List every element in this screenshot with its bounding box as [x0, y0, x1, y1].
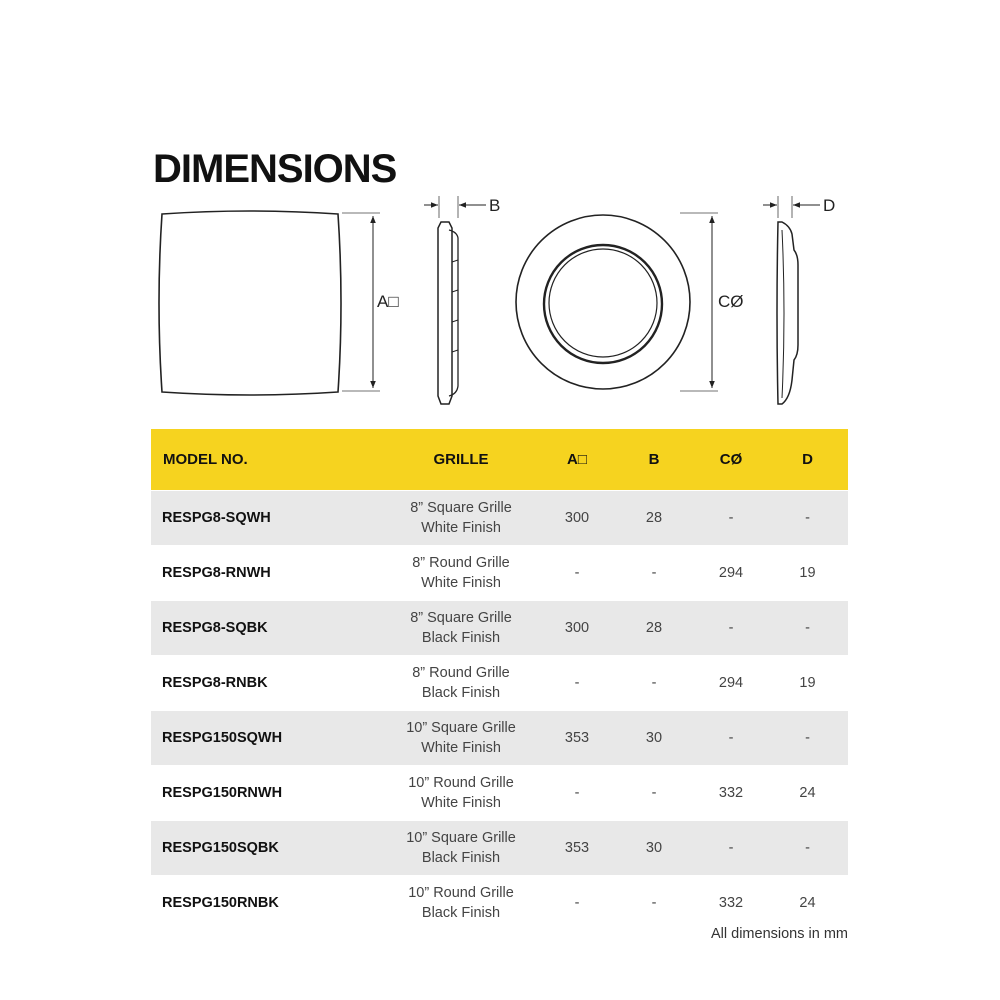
- grille-size: 8” Round Grille: [412, 555, 510, 571]
- grille-finish: White Finish: [421, 520, 501, 536]
- table-row: [151, 656, 848, 711]
- grille-finish: White Finish: [421, 795, 501, 811]
- model-cell: RESPG150SQWH: [151, 711, 381, 766]
- a-cell: 300: [541, 601, 613, 656]
- grille-size: 8” Round Grille: [412, 665, 510, 681]
- grille-size: 10” Square Grille: [406, 720, 516, 736]
- a-cell: 300: [541, 491, 613, 546]
- b-cell: -: [613, 546, 695, 601]
- d-cell: 19: [767, 546, 848, 601]
- header-b: B: [613, 429, 695, 491]
- header-c: CØ: [695, 429, 767, 491]
- a-cell: -: [541, 876, 613, 931]
- round-grille-side-view: [763, 196, 835, 404]
- page-title: DIMENSIONS: [153, 147, 397, 191]
- a-cell: -: [541, 546, 613, 601]
- grille-size: 10” Round Grille: [408, 885, 514, 901]
- grille-cell: [381, 821, 541, 876]
- b-cell: -: [613, 876, 695, 931]
- grille-cell: [381, 491, 541, 546]
- model-cell: RESPG150RNWH: [151, 766, 381, 821]
- b-cell: 30: [613, 821, 695, 876]
- a-cell: -: [541, 766, 613, 821]
- grille-size: 10” Round Grille: [408, 775, 514, 791]
- header-model: MODEL NO.: [151, 429, 381, 491]
- c-cell: 294: [695, 546, 767, 601]
- c-cell: 294: [695, 656, 767, 711]
- c-cell: -: [695, 491, 767, 546]
- b-cell: 30: [613, 711, 695, 766]
- header-grille: GRILLE: [381, 429, 541, 491]
- c-cell: -: [695, 601, 767, 656]
- grille-finish: Black Finish: [421, 685, 501, 701]
- model-cell: RESPG8-SQWH: [151, 491, 381, 546]
- table-row: [151, 546, 848, 601]
- dimensions-table: [151, 429, 848, 930]
- a-cell: 353: [541, 711, 613, 766]
- dimension-c-label: CØ: [718, 292, 744, 311]
- grille-size: 10” Square Grille: [406, 830, 516, 846]
- a-cell: -: [541, 656, 613, 711]
- table-row: [151, 766, 848, 821]
- d-cell: -: [767, 601, 848, 656]
- grille-finish: Black Finish: [421, 905, 501, 921]
- table-row: [151, 821, 848, 876]
- d-cell: 19: [767, 656, 848, 711]
- grille-cell: [381, 546, 541, 601]
- table-row: [151, 601, 848, 656]
- grille-finish: Black Finish: [421, 850, 501, 866]
- d-cell: 24: [767, 876, 848, 931]
- round-grille-front-view: [516, 213, 744, 391]
- header-d: D: [767, 429, 848, 491]
- grille-finish: White Finish: [421, 740, 501, 756]
- d-cell: -: [767, 491, 848, 546]
- table-header-row: [151, 429, 848, 491]
- c-cell: -: [695, 711, 767, 766]
- grille-finish: Black Finish: [421, 630, 501, 646]
- square-grille-front-view: [159, 211, 399, 395]
- model-cell: RESPG8-RNWH: [151, 546, 381, 601]
- grille-size: 8” Square Grille: [410, 610, 512, 626]
- model-cell: RESPG150RNBK: [151, 876, 381, 931]
- a-cell: 353: [541, 821, 613, 876]
- b-cell: -: [613, 656, 695, 711]
- table-row: [151, 876, 848, 931]
- square-grille-side-view: [424, 196, 500, 404]
- model-cell: RESPG8-SQBK: [151, 601, 381, 656]
- b-cell: -: [613, 766, 695, 821]
- grille-cell: [381, 601, 541, 656]
- d-cell: 24: [767, 766, 848, 821]
- table-row: [151, 711, 848, 766]
- units-footnote: All dimensions in mm: [711, 926, 848, 942]
- grille-cell: [381, 711, 541, 766]
- model-cell: RESPG150SQBK: [151, 821, 381, 876]
- c-cell: -: [695, 821, 767, 876]
- c-cell: 332: [695, 766, 767, 821]
- d-cell: -: [767, 711, 848, 766]
- grille-finish: White Finish: [421, 575, 501, 591]
- grille-size: 8” Square Grille: [410, 500, 512, 516]
- dimension-d-label: D: [823, 196, 836, 215]
- b-cell: 28: [613, 491, 695, 546]
- b-cell: 28: [613, 601, 695, 656]
- grille-cell: [381, 876, 541, 931]
- dimension-b-label: B: [489, 196, 501, 215]
- model-cell: RESPG8-RNBK: [151, 656, 381, 711]
- c-cell: 332: [695, 876, 767, 931]
- d-cell: -: [767, 821, 848, 876]
- grille-cell: [381, 766, 541, 821]
- dimension-a-label: A□: [377, 292, 399, 311]
- grille-cell: [381, 656, 541, 711]
- dimension-drawings: [0, 180, 1000, 420]
- table-row: [151, 491, 848, 546]
- header-a: A□: [541, 429, 613, 491]
